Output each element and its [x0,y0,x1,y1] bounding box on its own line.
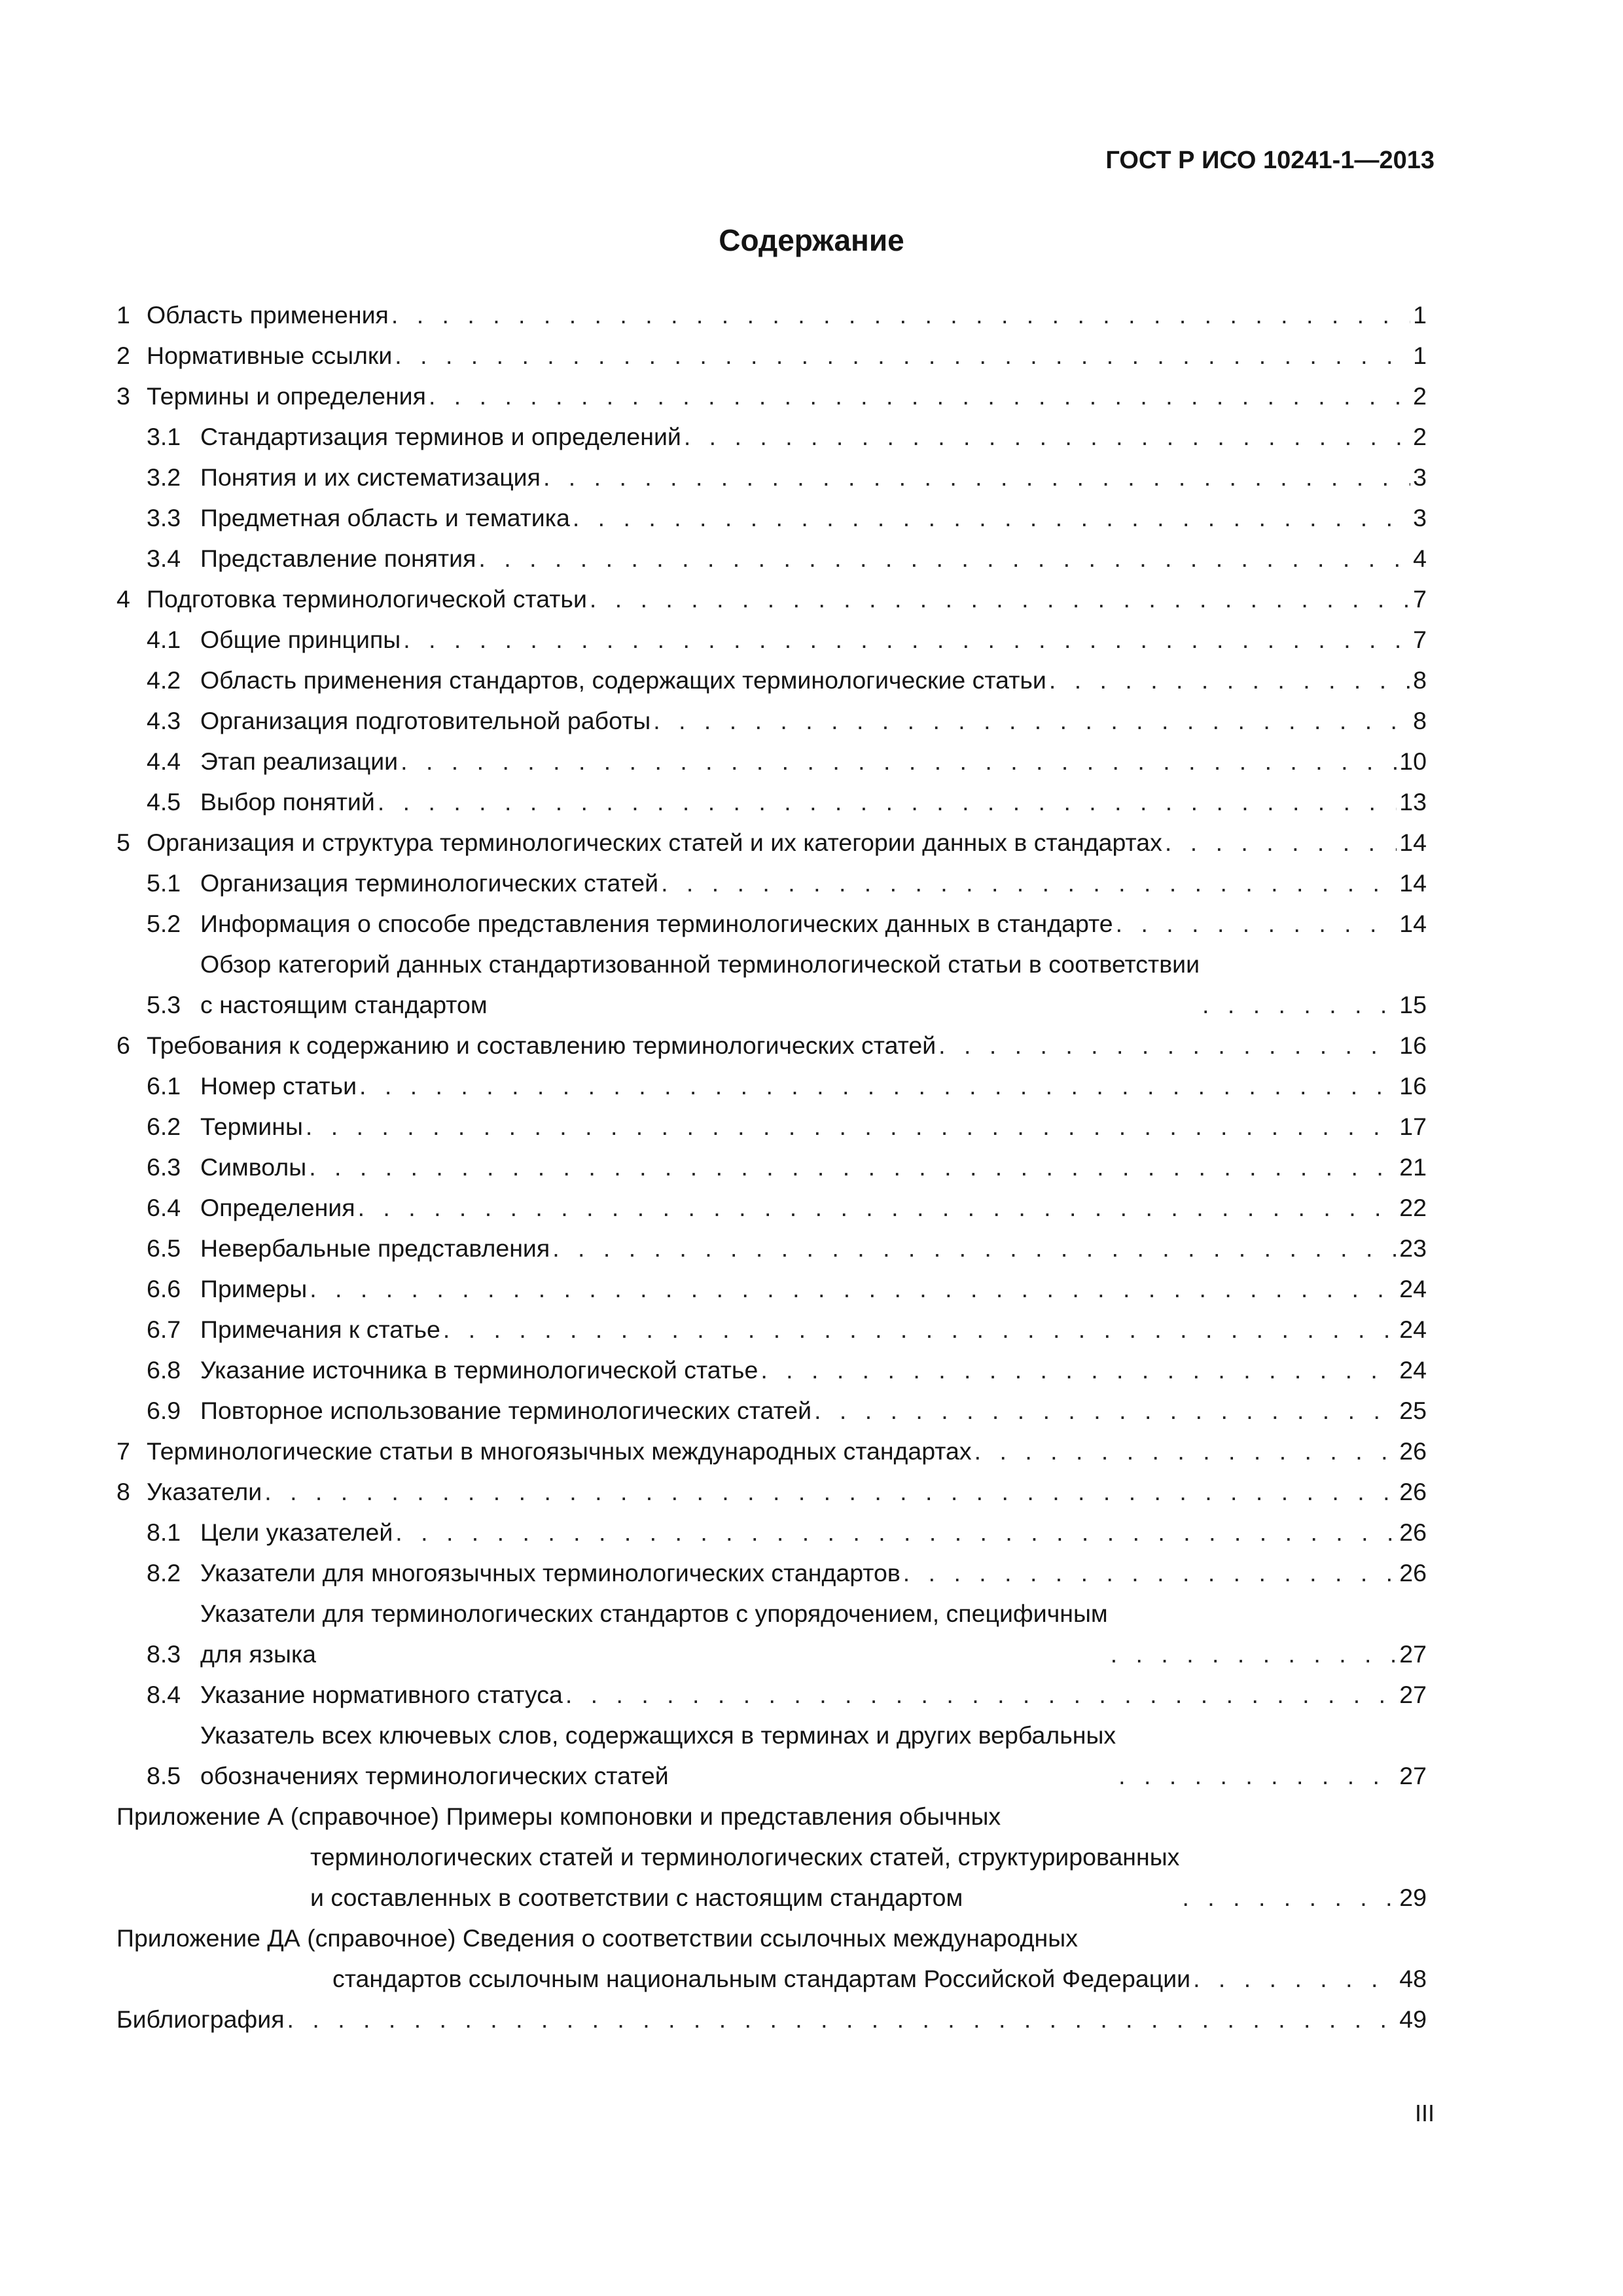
toc-entry-title-line: Невербальные представления [200,1234,550,1262]
toc-entry-title-line: Общие принципы [200,626,401,653]
toc-entry[interactable] [116,416,1427,457]
toc-entry-title-line: с настоящим стандартом [200,991,488,1018]
toc-entry[interactable] [116,781,1427,822]
dot-leader [310,1268,1397,1309]
toc-entry-title-line: Подготовка терминологической статьи [147,585,587,613]
toc-entry-page: 8 [1413,666,1427,694]
toc-entry-page: 26 [1399,1437,1427,1465]
toc-entry-title [200,660,1046,700]
toc-entry[interactable] [116,538,1427,579]
toc-entry-title [147,1431,972,1471]
dot-leader [552,1228,1397,1268]
toc-entry-title-line: Область применения стандартов, содержащих терминологические статьи [200,666,1046,694]
dot-leader [429,376,1410,416]
toc-entry-title [200,781,375,822]
toc-entry-title-line: Нормативные ссылки [147,342,393,369]
toc-entry-page: 26 [1399,1559,1427,1587]
toc-entry[interactable] [116,295,1427,335]
toc-entry-title-line: Информация о способе представления терминологических данных в стандарте [200,910,1113,937]
toc-entry-number: 5.3 [147,991,181,1018]
dot-leader [573,497,1410,538]
toc-entry-number: 3.2 [147,463,181,491]
toc-entry[interactable] [116,863,1427,903]
toc-entry-title-line: Повторное использование терминологических статей [200,1397,812,1424]
toc-entry-page: 7 [1413,626,1427,653]
toc-entry-title [200,1309,440,1350]
toc-entry-title [200,416,681,457]
toc-entry-number: 3.3 [147,504,181,531]
dot-leader [590,579,1410,619]
toc-entry-title [200,700,651,741]
dot-leader [814,1390,1397,1431]
toc-appendix-a-title-line: Приложение А (справочное) Примеры компоновки и представления обычных [116,1803,1001,1830]
toc-entry-title [200,1350,758,1390]
toc-appendix-a-title [116,1796,1179,1918]
toc-entry-title-line: Понятия и их систематизация [200,463,541,491]
toc-entry-title [200,1147,306,1187]
toc-entry-number: 8.4 [147,1681,181,1708]
toc-entry-number: 2 [116,342,130,369]
toc-entry-number: 8 [116,1478,130,1505]
toc-entry-title-line: Термины [200,1113,303,1140]
toc-entry-title-line: Терминологические статьи в многоязычных международных стандартах [147,1437,972,1465]
toc-entry[interactable] [116,1674,1427,1715]
toc-entry-title-line: Указатели для терминологических стандартов с упорядочением, специфичным [200,1600,1108,1627]
toc-bibliography[interactable] [116,1999,1427,2039]
dot-leader [359,1066,1397,1106]
toc-entry-title [200,1106,303,1147]
toc-entry-number: 3.1 [147,423,181,450]
toc-entry[interactable] [116,822,1427,863]
toc-entry[interactable] [116,1025,1427,1066]
page-number: III [1414,2100,1435,2126]
toc-entry-title [200,1593,1108,1674]
toc-entry[interactable] [116,1512,1427,1552]
dot-leader [1165,822,1397,863]
toc-entry[interactable] [116,1268,1427,1309]
toc-entry[interactable] [116,1066,1427,1106]
toc-entry[interactable] [116,1431,1427,1471]
toc-entry-title [147,1025,936,1066]
toc-entry[interactable] [116,1187,1427,1228]
dot-leader [358,1187,1397,1228]
dot-leader [661,863,1397,903]
toc-entry-page: 17 [1399,1113,1427,1140]
toc-entry-number: 4.3 [147,707,181,734]
dot-leader [395,335,1410,376]
toc-entry[interactable] [116,1147,1427,1187]
toc-appendix-a[interactable] [116,1796,1427,1918]
toc-entry-title [147,295,389,335]
toc-appendix-da-title-line: Приложение ДА (справочное) Сведения о соответствии ссылочных международных [116,1924,1078,1952]
toc-entry-page: 16 [1399,1072,1427,1100]
toc-entry-page: 27 [1399,1640,1427,1668]
toc-entry-title [200,741,398,781]
toc-entry-title-line: Этап реализации [200,747,399,775]
toc-entry-page: 26 [1399,1518,1427,1546]
table-of-contents [116,295,1427,2039]
toc-entry-page: 14 [1399,829,1427,856]
toc-entry[interactable] [116,1106,1427,1147]
toc-entry-number: 8.3 [147,1640,181,1668]
toc-appendix-a-title-line: терминологических статей и терминологических статей, структурированных [310,1843,1180,1871]
toc-entry-number: 6 [116,1031,130,1059]
toc-entry-number: 6.3 [147,1153,181,1181]
toc-entry[interactable] [116,1552,1427,1593]
toc-appendix-da[interactable] [116,1918,1427,1999]
toc-entry[interactable] [116,1228,1427,1268]
toc-entry-number: 6.1 [147,1072,181,1100]
toc-entry-title-line: Обзор категорий данных стандартизованной терминологической статьи в соответствии [200,950,1200,978]
toc-entry-page: 10 [1399,747,1427,775]
dot-leader [938,1025,1397,1066]
toc-entry[interactable] [116,1309,1427,1350]
toc-entry[interactable] [116,1350,1427,1390]
toc-entry-page: 26 [1399,1478,1427,1505]
toc-entry-number: 6.6 [147,1275,181,1302]
toc-entry-page: 27 [1399,1681,1427,1708]
toc-entry-page: 13 [1399,788,1427,816]
toc-entry[interactable] [116,619,1427,660]
toc-entry-title-line: обозначениях терминологических статей [200,1762,669,1789]
toc-entry-page: 1 [1413,301,1427,329]
toc-entry-number: 5.2 [147,910,181,937]
dot-leader [378,781,1397,822]
toc-entry-title-line: Предметная область и тематика [200,504,570,531]
toc-entry-title-line: Термины и определения [147,382,426,410]
toc-entry-title-line: Указатели [147,1478,262,1505]
toc-entry-number: 8.2 [147,1559,181,1587]
toc-entry-title [200,944,1200,1025]
dot-leader [760,1350,1397,1390]
document-code: ГОСТ Р ИСО 10241-1—2013 [1105,147,1435,174]
toc-entry-page: 15 [1399,991,1427,1018]
toc-entry-title [200,497,570,538]
toc-entry-title-line: Представление понятия [200,545,476,572]
toc-appendix-a-page: 29 [1399,1884,1427,1911]
toc-entry-number: 4.5 [147,788,181,816]
toc-entry-page: 21 [1399,1153,1427,1181]
toc-entry-title [200,903,1113,944]
toc-entry-title-line: Организация и структура терминологических статей и их категории данных в стандартах [147,829,1162,856]
toc-entry-title [147,822,1162,863]
toc-entry-title [200,1066,357,1106]
toc-entry-title-line: для языка [200,1640,317,1668]
toc-entry-title-line: Цели указателей [200,1518,393,1546]
toc-entry-page: 24 [1399,1316,1427,1343]
toc-bibliography-title: Библиография [116,2005,285,2033]
toc-entry-number: 8.1 [147,1518,181,1546]
toc-entry-title-line: Указание источника в терминологической статье [200,1356,758,1384]
dot-leader [903,1552,1397,1593]
dot-leader [391,295,1410,335]
toc-entry[interactable] [116,376,1427,416]
toc-entry-title [200,1228,550,1268]
toc-entry-title-line: Стандартизация терминов и определений [200,423,681,450]
dot-leader [306,1106,1397,1147]
toc-entry[interactable] [116,1715,1427,1796]
dot-leader [287,1999,1397,2039]
dot-leader [264,1471,1397,1512]
toc-entry-page: 14 [1399,910,1427,937]
toc-entry-number: 4.1 [147,626,181,653]
dot-leader [1111,1634,1397,1674]
toc-entry-page: 4 [1413,545,1427,572]
dot-leader [565,1674,1397,1715]
toc-entry-page: 25 [1399,1397,1427,1424]
dot-leader [478,538,1410,579]
toc-entry-number: 3.4 [147,545,181,572]
toc-entry-title-line: Примеры [200,1275,308,1302]
dot-leader [401,741,1397,781]
toc-entry-page: 7 [1413,585,1427,613]
toc-entry[interactable] [116,741,1427,781]
toc-entry-page: 3 [1413,463,1427,491]
toc-entry-title [200,1512,393,1552]
toc-entry-number: 6.5 [147,1234,181,1262]
toc-entry-title [200,1552,901,1593]
toc-entry-number: 7 [116,1437,130,1465]
toc-entry-number: 3 [116,382,130,410]
toc-entry-title [200,1715,1116,1796]
toc-appendix-da-title [116,1918,1190,1999]
toc-entry-title-line: Примечания к статье [200,1316,440,1343]
toc-entry-title-line: Указатели для многоязычных терминологических стандартов [200,1559,901,1587]
toc-appendix-a-title-line: и составленных в соответствии с настоящим стандартом [310,1884,963,1911]
toc-entry-title [200,1187,355,1228]
toc-entry[interactable] [116,944,1427,1025]
toc-entry-number: 4 [116,585,130,613]
dot-leader [1049,660,1410,700]
toc-entry[interactable] [116,579,1427,619]
toc-entry-title [200,1674,563,1715]
toc-entry-title [147,579,587,619]
toc-entry-number: 5.1 [147,869,181,897]
dot-leader [1202,984,1397,1025]
toc-entry-title [200,538,476,579]
toc-entry-page: 16 [1399,1031,1427,1059]
dot-leader [1116,903,1397,944]
toc-entry[interactable] [116,660,1427,700]
toc-entry[interactable] [116,457,1427,497]
dot-leader [1193,1958,1397,1999]
dot-leader [974,1431,1397,1471]
toc-entry-title [200,1390,812,1431]
toc-entry-number: 6.7 [147,1316,181,1343]
toc-entry[interactable] [116,1390,1427,1431]
toc-entry-title-line: Символы [200,1153,307,1181]
toc-entry-number: 8.5 [147,1762,181,1789]
toc-entry-page: 23 [1399,1234,1427,1262]
toc-appendix-da-page: 48 [1399,1965,1427,1992]
toc-entry[interactable] [116,700,1427,741]
toc-bibliography-page: 49 [1399,2005,1427,2033]
toc-entry[interactable] [116,497,1427,538]
toc-entry-number: 6.8 [147,1356,181,1384]
toc-entry-page: 3 [1413,504,1427,531]
dot-leader [395,1512,1397,1552]
toc-entry-title-line: Требования к содержанию и составлению терминологических статей [147,1031,936,1059]
dot-leader [443,1309,1397,1350]
toc-entry-page: 2 [1413,382,1427,410]
dot-leader [403,619,1410,660]
toc-entry-title [200,457,541,497]
toc-entry-number: 4.4 [147,747,181,775]
toc-entry[interactable] [116,1593,1427,1674]
dot-leader [684,416,1410,457]
toc-entry-title-line: Область применения [147,301,389,329]
toc-entry-title [147,1471,262,1512]
toc-entry[interactable] [116,1471,1427,1512]
toc-entry-page: 22 [1399,1194,1427,1221]
toc-entry-title-line: Указание нормативного статуса [200,1681,563,1708]
toc-entry-number: 6.4 [147,1194,181,1221]
toc-entry-number: 4.2 [147,666,181,694]
toc-appendix-da-title-line: стандартов ссылочным национальным стандартам Российской Федерации [332,1965,1191,1992]
toc-entry-page: 8 [1413,707,1427,734]
toc-entry-title [147,335,392,376]
toc-entry-page: 1 [1413,342,1427,369]
toc-entry-title-line: Определения [200,1194,355,1221]
toc-entry-number: 5 [116,829,130,856]
toc-entry-title [200,863,658,903]
toc-entry-number: 6.9 [147,1397,181,1424]
dot-leader [309,1147,1397,1187]
toc-entry-title-line: Выбор понятий [200,788,375,816]
toc-entry-title [200,1268,307,1309]
toc-entry-page: 24 [1399,1275,1427,1302]
toc-entry-title-line: Указатель всех ключевых слов, содержащихся в терминах и других вербальных [200,1721,1116,1749]
toc-entry-page: 2 [1413,423,1427,450]
toc-entry-number: 6.2 [147,1113,181,1140]
page-title: Содержание [719,223,904,257]
dot-leader [1118,1755,1397,1796]
toc-entry-number: 1 [116,301,130,329]
toc-entry-title [147,376,426,416]
toc-entry-title-line: Номер статьи [200,1072,357,1100]
dot-leader [543,457,1410,497]
toc-entry-title-line: Организация терминологических статей [200,869,659,897]
toc-entry-page: 14 [1399,869,1427,897]
toc-entry[interactable] [116,335,1427,376]
dot-leader [653,700,1410,741]
toc-entry-title-line: Организация подготовительной работы [200,707,651,734]
toc-entry-page: 24 [1399,1356,1427,1384]
toc-entry[interactable] [116,903,1427,944]
toc-entry-page: 27 [1399,1762,1427,1789]
toc-entry-title [200,619,401,660]
dot-leader [1182,1877,1397,1918]
